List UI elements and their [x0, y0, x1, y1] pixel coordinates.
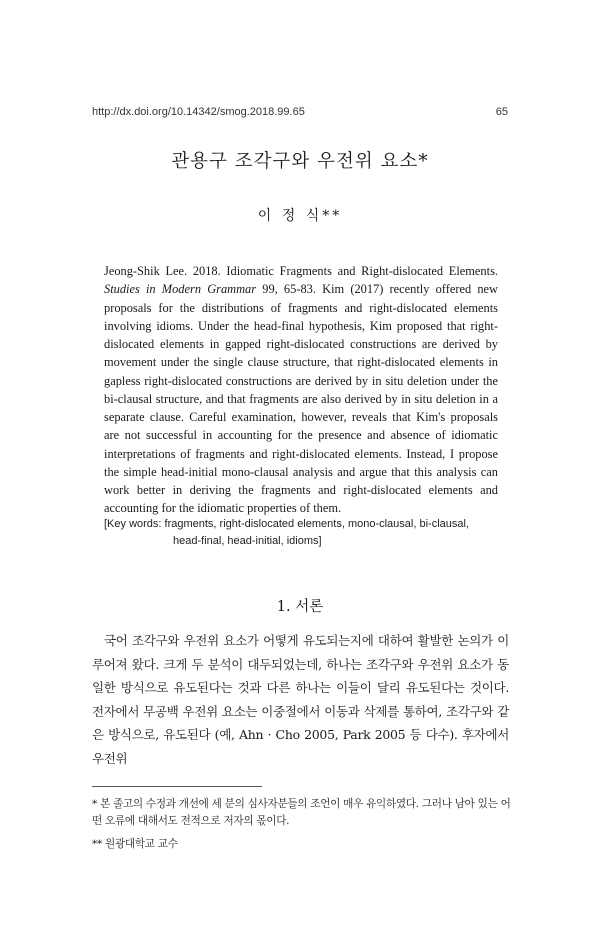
keywords — [104, 516, 504, 550]
paper-title: 관용구 조각구와 우전위 요소* — [171, 151, 429, 172]
body-paragraph: 국어 조각구와 우전위 요소가 어떻게 유도되는지에 대하여 활발한 논의가 이루어져 왔다. 크게 두 분석이 대두되었는데, 하나는 조각구와 우전위 요소가 동일한 방식으로 유도된다는 것과 다른 하나는 이들이 달리 유도된다는 것이다. 전자에서 무공백 우전위 요소는 이중절에서 이동과 삭제를 통하여, 조각구와 같은 방식으로, 유도된다 (예, Ahn · Cho 2005, Park 2005 등 다수). 후자에서 우전위 — [92, 633, 509, 766]
footnote-2: ** 원광대학교 교수 — [92, 838, 178, 850]
footnote-1: * 본 졸고의 수정과 개선에 세 분의 심사자분들의 조언이 매우 유익하였다. 그러나 남아 있는 어떤 오류에 대해서도 전적으로 저자의 몫이다. — [92, 798, 511, 827]
page-number: 65 — [495, 106, 508, 118]
section-heading: 1. 서론 — [276, 599, 324, 615]
abstract — [104, 262, 498, 518]
journal-name: Studies in Modern Grammar — [104, 282, 257, 297]
doi-link[interactable]: http://dx.doi.org/10.14342/smog.2018.99.65 — [92, 106, 305, 118]
abstract-citation-lead: Jeong-Shik Lee. 2018. Idiomatic Fragments and Right-dislocated Elements. — [104, 264, 498, 278]
footnotes — [92, 796, 512, 859]
keywords-line-1: [Key words: fragments, right-dislocated elements, mono-clausal, bi-clausal, — [104, 518, 469, 530]
abstract-body: 99, 65-83. Kim (2017) recently offered new proposals for the distributions of fragments and right-dislocated elements involving idioms. Under the head-final hypothesis, Kim proposed that right-dislocated elements in gapped right-dislocated constructions are derived by movement under the single clause structure, that right-dislocated elements in gapless right-dislocated constructions are derived by in situ deletion under the bi-clausal structure, and that fragments are also derived by in situ deletion in a separate clause. Careful examination, however, reveals that Kim's proposals are not successful in accounting for the presence and absence of idiomatic interpretations of fragments and right-dislocated elements. Instead, I propose the simple head-initial mono-clausal analysis and argue that this analysis can work better in deriving the fragments and right-dislocated elements and accounting for the idiomatic properties of them. — [104, 282, 498, 516]
author-name: 이 정 식** — [257, 208, 343, 224]
running-header — [92, 106, 508, 118]
footnote-divider — [92, 786, 262, 787]
keywords-line-2: head-final, head-initial, idioms] — [173, 535, 322, 547]
